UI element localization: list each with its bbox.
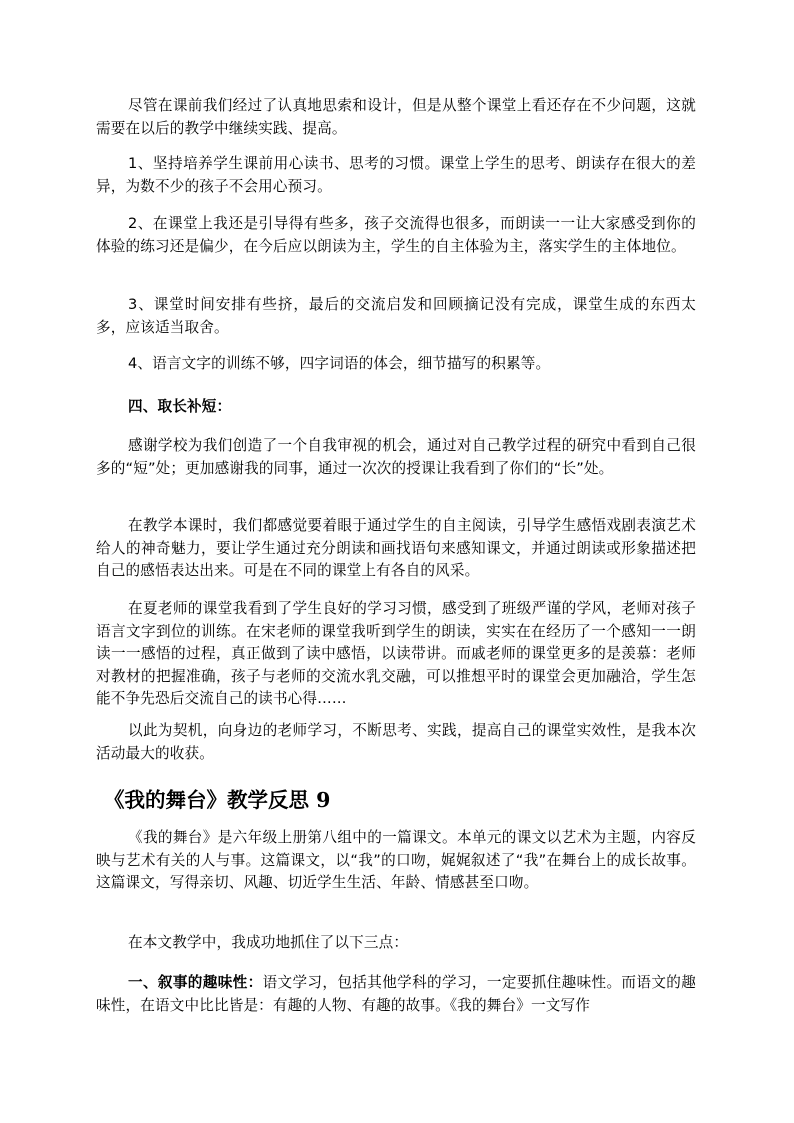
paragraph-teaching: 在教学本课时，我们都感觉要着眼于通过学生的自主阅读，引导学生感悟戏剧表演艺术给人的神奇魅力，要让学生通过充分朗读和画找语句来感知课文，并通过朗读或形象描述把自己的感悟表达出来。可是在不同的课堂上有各自的风采。 (96, 517, 696, 579)
point-text: 语文学习，包括其他学科的学习，一定要抓住趣味性。而语文的趣味性，在语文中比比皆是：有趣的人物、有趣的故事。《我的舞台》一文写作 (96, 974, 696, 1014)
paragraph-point-4: 4、语言文字的训练不够，四字词语的体会，细节描写的积累等。 (128, 355, 551, 372)
paragraph-point-interest (96, 972, 696, 1017)
paragraph-point-3: 3、课堂时间安排有些挤，最后的交流启发和回顾摘记没有完成，课堂生成的东西太多，应该适当取舍。 (96, 296, 696, 336)
paragraph-intro: 尽管在课前我们经过了认真地思索和设计，但是从整个课堂上看还存在不少问题，这就需要在以后的教学中继续实践、提高。 (96, 97, 696, 137)
paragraph-thanks: 感谢学校为我们创造了一个自我审视的机会，通过对自己教学过程的研究中看到自己很多的“短”处；更加感谢我的同事，通过一次次的授课让我看到了你们的“长”处。 (96, 437, 696, 477)
paragraph-article-intro: 《我的舞台》是六年级上册第八组中的一篇课文。本单元的课文以艺术为主题，内容反映与艺术有关的人与事。这篇课文，以“我”的口吻，娓娓叙述了“我”在舞台上的成长故事。这篇课文，写得亲切、风趣、切近学生生活、年龄、情感甚至口吻。 (96, 829, 696, 891)
paragraph-point-1: 1、坚持培养学生课前用心读书、思考的习惯。课堂上学生的思考、朗读存在很大的差异，为数不少的孩子不会用心预习。 (96, 155, 696, 195)
article-title: 《我的舞台》教学反思 9 (104, 788, 331, 812)
section-heading: 四、取长补短： (128, 398, 232, 415)
paragraph-point-2: 2、在课堂上我还是引导得有些多，孩子交流得也很多，而朗读一一让大家感受到你的体验的练习还是偏少，在今后应以朗读为主，学生的自主体验为主，落实学生的主体地位。 (96, 215, 696, 255)
paragraph-observations: 在夏老师的课堂我看到了学生良好的学习习惯，感受到了班级严谨的学风，老师对孩子语言文字到位的训练。在宋老师的课堂我听到学生的朗读，实实在在经历了一个感知一一朗读一一感悟的过程，真正做到了读中感悟，以读带讲。而戚老师的课堂更多的是羡慕：老师对教材的把握准确，孩子与老师的交流水乳交融，可以推想平时的课堂会更加融洽，学生怎能不争先恐后交流自己的读书心得…… (96, 600, 696, 707)
paragraph-conclusion: 以此为契机，向身边的老师学习，不断思考、实践，提高自己的课堂实效性，是我本次活动最大的收获。 (96, 722, 696, 762)
point-lead: 一、叙事的趣味性： (128, 974, 263, 991)
paragraph-three-points: 在本文教学中，我成功地抓住了以下三点： (128, 934, 409, 951)
